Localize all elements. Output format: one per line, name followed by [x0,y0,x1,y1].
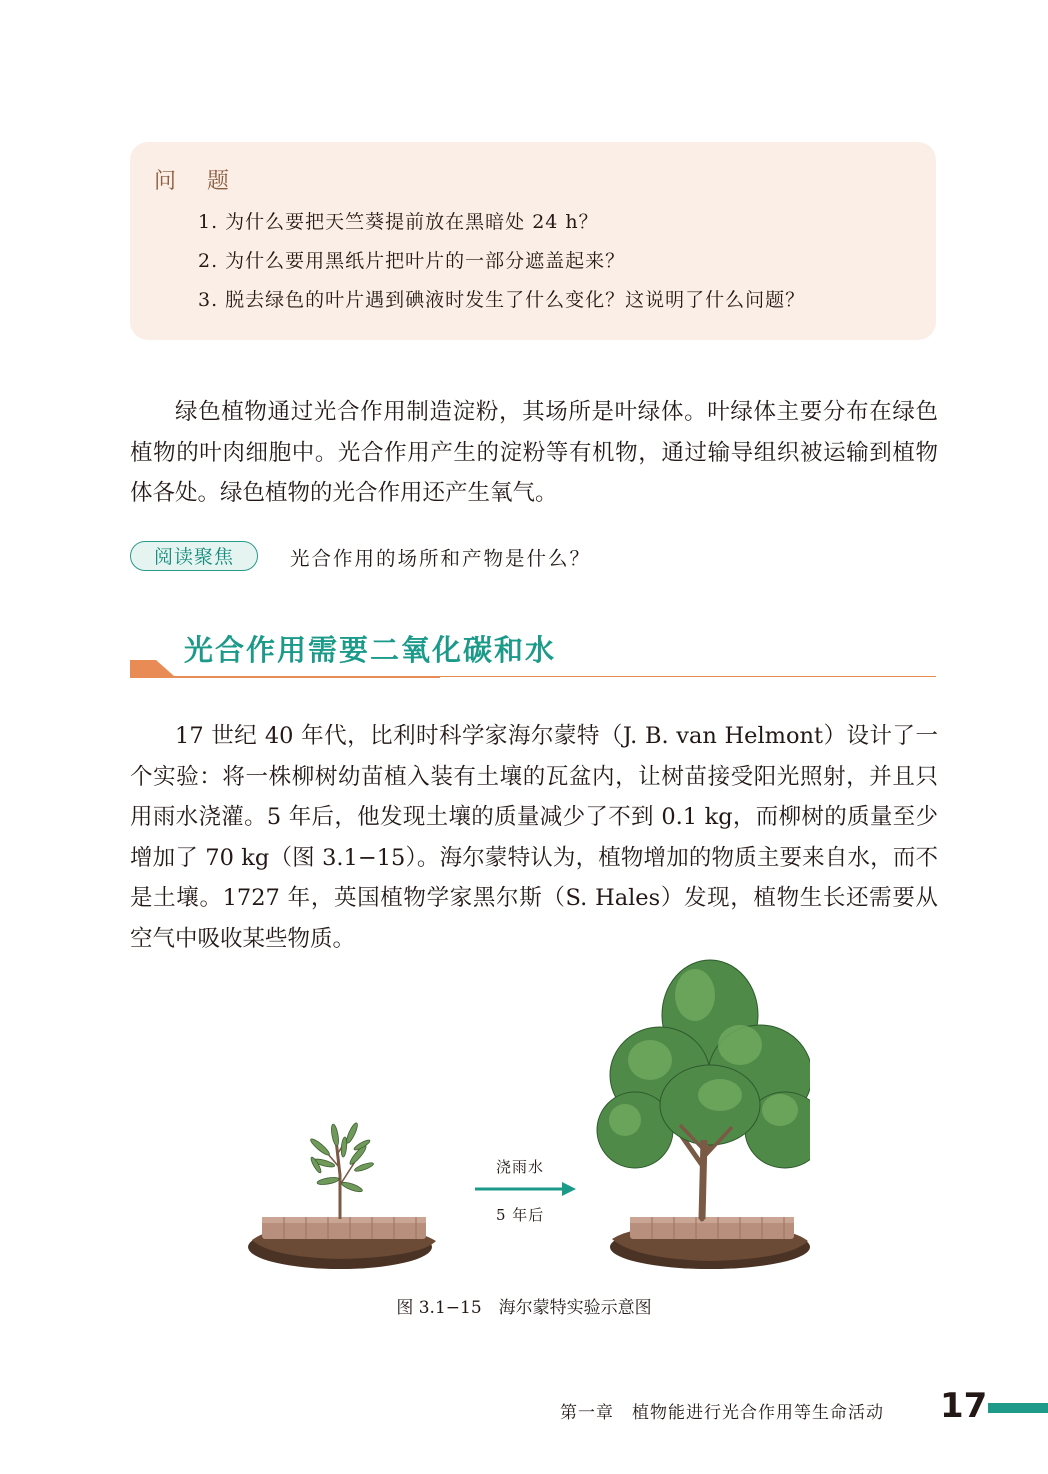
reading-focus-question: 光合作用的场所和产物是什么？ [290,547,592,570]
paragraph-photosynthesis-site: 绿色植物通过光合作用制造淀粉，其场所是叶绿体。叶绿体主要分布在绿色植物的叶肉细胞中。光合作用产生的淀粉等有机物，通过输导组织被运输到植物体各处。绿色植物的光合作用还产生氧气。 [130,399,938,506]
helmont-experiment-illustration [240,935,810,1280]
question-box [130,142,936,340]
arrow-label-rain: 浇雨水 [496,1158,545,1176]
paragraph-helmont-experiment: 17 世纪 40 年代，比利时科学家海尔蒙特（J. B. van Helmont）设计了一个实验：将一株柳树幼苗植入装有土壤的瓦盆内，让树苗接受阳光照射，并且只用雨水浇灌。5 年后，他发现土壤的质量减少了不到 0.1 kg，而柳树的质量至少增加了 70 kg（图 3.1−15）。海尔蒙特认为，植物增加的物质主要来自水，而不是土壤。1727 年，英国植物学家黑尔斯（S. Hales）发现，植物生长还需要从空气中吸收某些物质。 [130,723,938,952]
footer-chapter-title: 第一章 植物能进行光合作用等生命活动 [560,1403,884,1423]
reading-focus-badge: 阅读聚焦 [130,541,258,571]
question-item-2: 2. 为什么要用黑纸片把叶片的一部分遮盖起来？ [198,250,626,272]
page-number: 17 [940,1386,988,1426]
section-title: 光合作用需要二氧化碳和水 [184,633,557,667]
question-box-title: 问 题 [154,169,241,194]
footer-accent-bar [988,1403,1048,1413]
section-heading-rule [130,676,936,677]
arrow-label-five-years: 5 年后 [496,1206,545,1224]
seedling-pot-illustration [248,1122,436,1269]
figure-caption: 图 3.1−15 海尔蒙特实验示意图 [396,1298,652,1318]
question-item-1: 1. 为什么要把天竺葵提前放在黑暗处 24 h？ [198,211,599,233]
arrow-head [562,1182,576,1196]
willow-tree-pot-illustration [597,960,810,1269]
question-item-3: 3. 脱去绿色的叶片遇到碘液时发生了什么变化？这说明了什么问题？ [198,289,806,311]
